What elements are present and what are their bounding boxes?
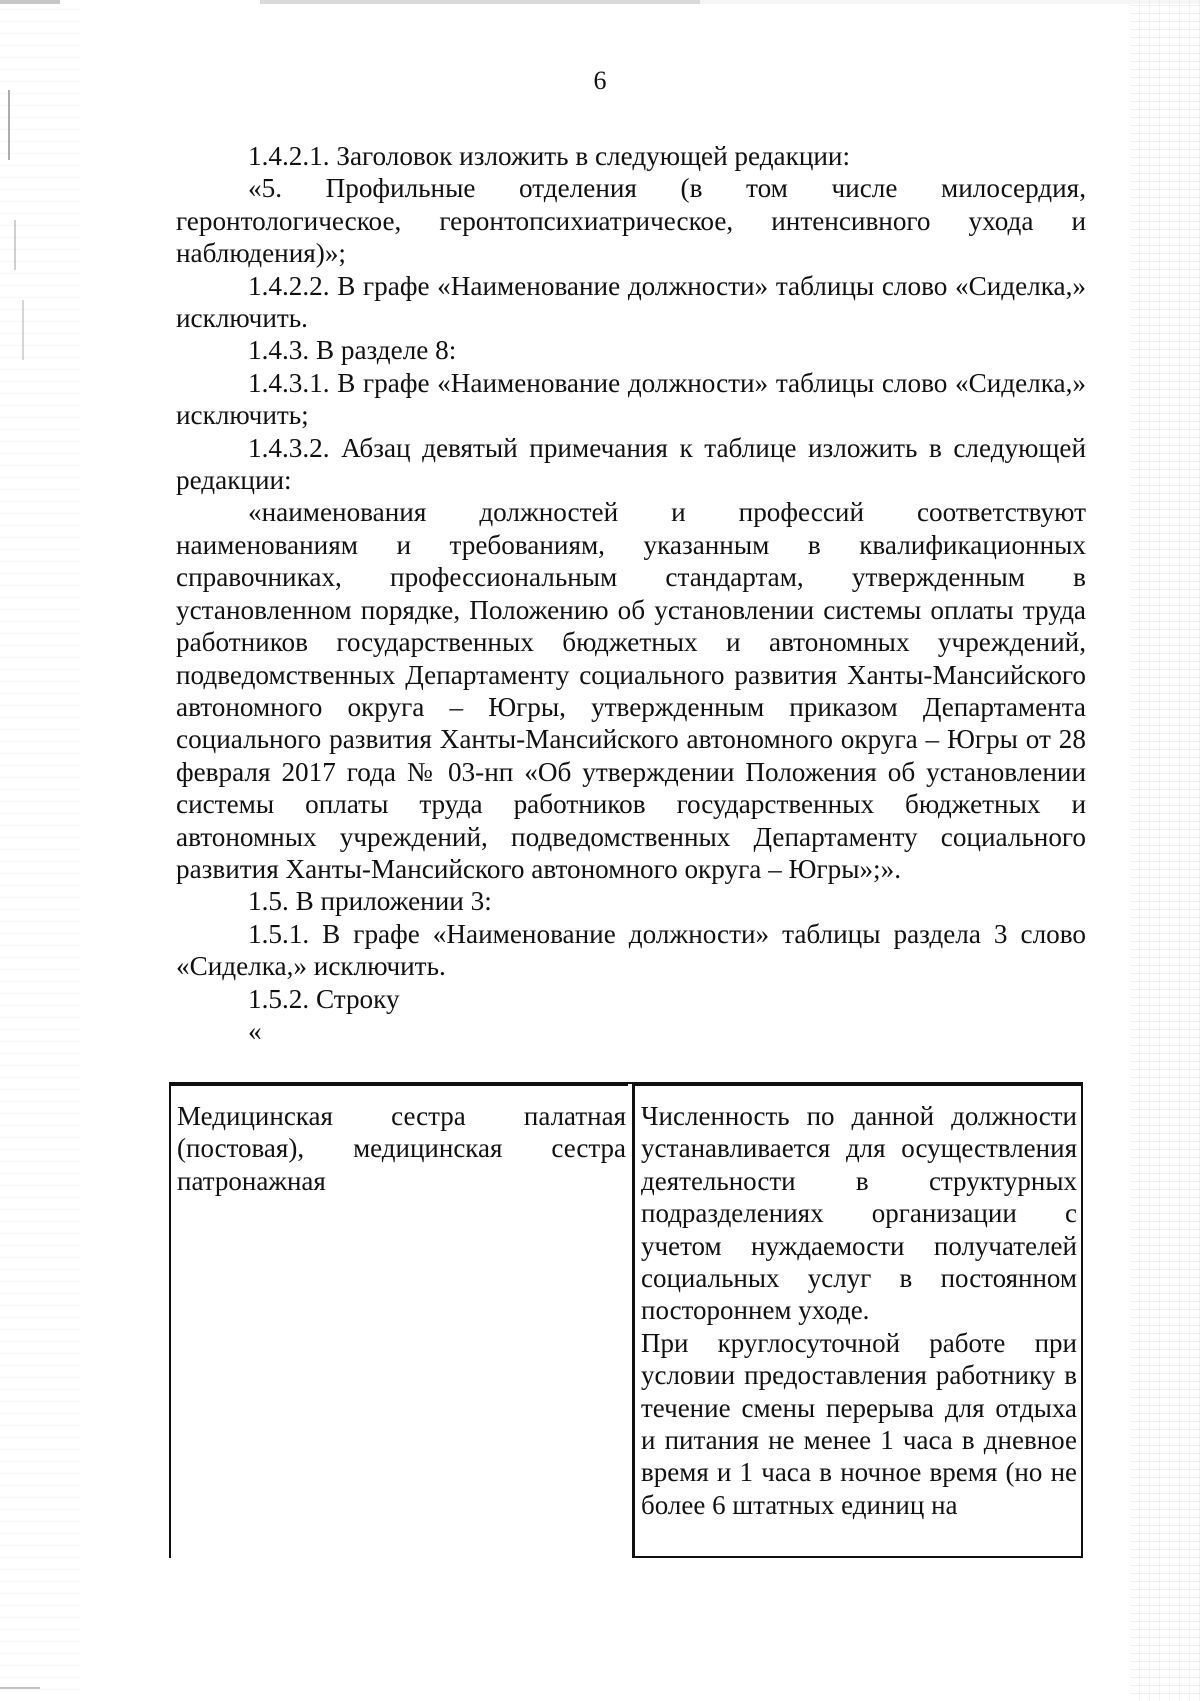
norm-paragraph: Численность по данной должности устанавливается для осуществления деятельности в структурных подразделениях организации с учетом нуждаемости получателей социальных услуг в постоянном постороннем уходе. [641,1101,1077,1326]
page-number: 6 [593,66,607,95]
scan-edge-top [0,0,1200,4]
norm-paragraph: При круглосуточной работе при условии предоставления работнику в течение смены перерыва для отдыха и питания не менее 1 часа в дневное время и 1 часа в ночное время (но не более 6 штатных единиц на [641,1327,1077,1520]
scan-mark [22,300,24,360]
position-name: Медицинская сестра палатная (постовая), медицинская сестра патронажная [177,1101,626,1196]
paragraph: «наименования должностей и профессий соответствуют наименованиям и требованиям, указанным в квалификационных справочниках, профессиональным стандартам, утвержденным в установленном порядке, Положению об установлении системы оплаты труда работников государственных бюджетных и автономных учреждений, подведомственных Департаменту социального развития Ханты-Мансийского автономного округа – Югры, утвержденным приказом Департамента социального развития Ханты-Мансийского автономного округа – Югры от 28 февраля 2017 года № 03-нп «Об утверждении Положения об установлении системы оплаты труда работников государственных бюджетных и автономных учреждений, подведомственных Департаменту социального развития Ханты-Мансийского автономного округа – Югры»;». [176,497,1086,884]
paragraph: «5. Профильные отделения (в том числе милосердия, геронтологическое, геронтопсихиатрическое, интенсивного ухода и наблюдения)»; [176,173,1086,269]
staffing-table [169,1084,1083,1558]
paragraph: 1.5.2. Строку [248,983,400,1014]
table-cell-norm [632,1084,1083,1558]
scan-mark [8,90,10,160]
paragraph: 1.4.3. В разделе 8: [248,335,457,366]
paragraph: 1.4.3.1. В графе «Наименование должности» таблицы слово «Сиделка,» исключить; [176,367,1086,431]
scan-edge-right [1130,0,1200,1701]
document-body [176,140,1086,1047]
scan-edge-bottom [0,1687,40,1689]
paragraph: 1.4.2.2. В графе «Наименование должности» таблицы слово «Сиделка,» исключить. [176,270,1086,334]
scan-mark [14,220,16,270]
paragraph: 1.5. В приложении 3: [248,886,492,917]
scan-edge-left [0,0,80,1701]
paragraph: 1.4.2.1. Заголовок изложить в следующей редакции: [248,141,851,171]
quote-open-mark: « [248,1015,262,1046]
table-cell-position [169,1084,628,1558]
paragraph: 1.5.1. В графе «Наименование должности» таблицы раздела 3 слово «Сиделка,» исключить. [176,918,1086,982]
paragraph: 1.4.3.2. Абзац девятый примечания к таблице изложить в следующей редакции: [176,432,1086,496]
